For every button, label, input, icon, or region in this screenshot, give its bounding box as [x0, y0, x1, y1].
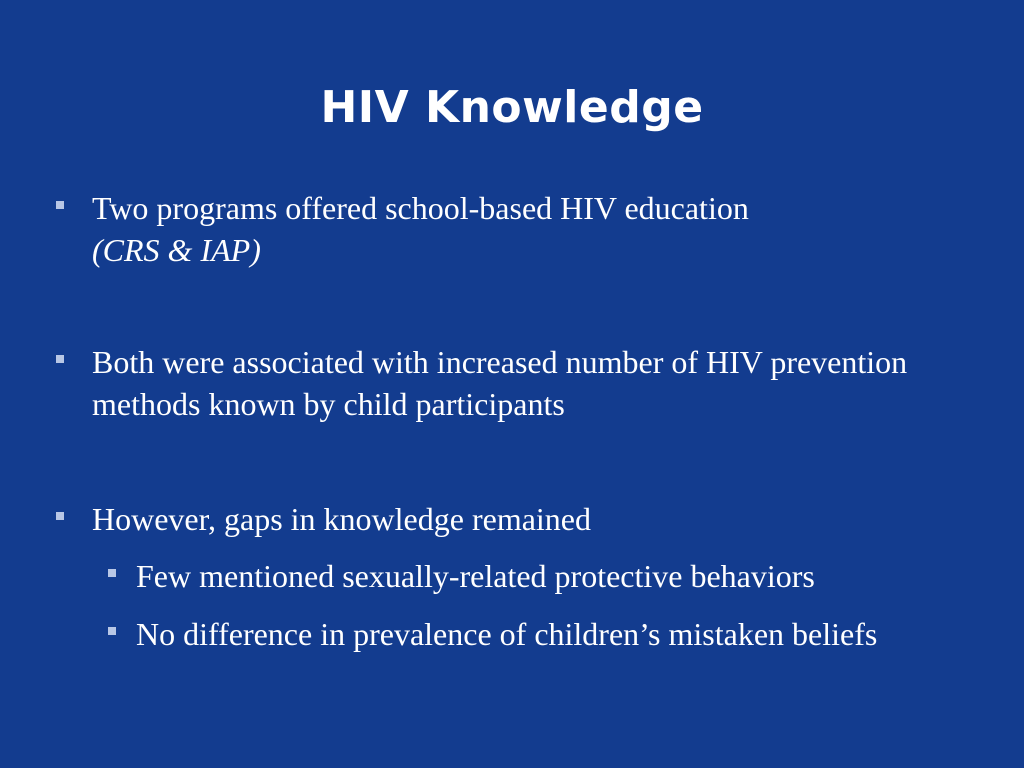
square-bullet-icon	[56, 512, 64, 520]
square-bullet-icon	[56, 355, 64, 363]
square-bullet-icon	[108, 569, 116, 577]
bullet-subtext: (CRS & IAP)	[92, 232, 261, 268]
bullet-item	[92, 187, 952, 271]
sub-bullet-text: No difference in prevalence of children’s mistaken beliefs	[136, 616, 878, 652]
square-bullet-icon	[56, 201, 64, 209]
slide-title: HIV Knowledge	[320, 82, 704, 133]
bullet-item	[92, 498, 952, 540]
sub-bullet-item	[136, 613, 936, 655]
square-bullet-icon	[108, 627, 116, 635]
bullet-text: However, gaps in knowledge remained	[92, 501, 591, 537]
bullet-text: Two programs offered school-based HIV education	[92, 190, 749, 226]
sub-bullet-item	[136, 555, 996, 597]
bullet-text: Both were associated with increased number of HIV prevention methods known by child participants	[92, 344, 908, 422]
sub-bullet-text: Few mentioned sexually-related protective behaviors	[136, 558, 815, 594]
bullet-item	[92, 341, 952, 425]
